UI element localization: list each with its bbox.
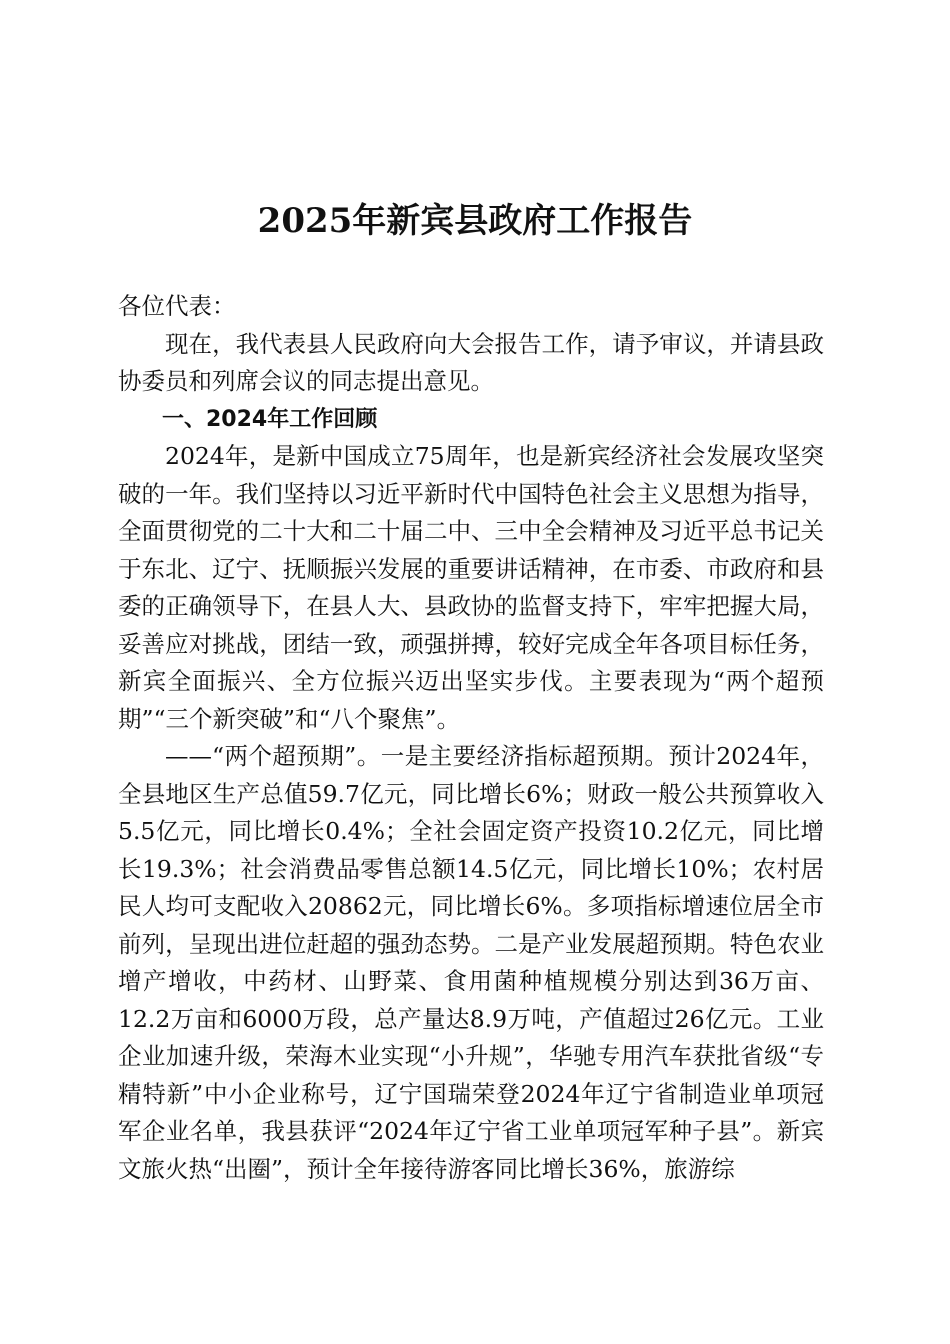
salutation: 各位代表：	[118, 292, 236, 320]
section-heading: 一、2024年工作回顾	[162, 406, 378, 432]
intro-paragraph: 现在，我代表县人民政府向大会报告工作，请予审议，并请县政协委员和列席会议的同志提出意见。	[118, 329, 824, 395]
body-paragraph-1: 2024年，是新中国成立75周年，也是新宾经济社会发展攻坚突破的一年。我们坚持以习近平新时代中国特色社会主义思想为指导，全面贯彻党的二十大和二十届二中、三中全会精神及习近平总书记关于东北、辽宁、抚顺振兴发展的重要讲话精神，在市委、市政府和县委的正确领导下，在县人大、县政协的监督支持下，牢牢把握大局，妥善应对挑战，团结一致，顽强拼搏，较好完成全年各项目标任务，新宾全面振兴、全方位振兴迈出坚实步伐。主要表现为“两个超预期”“三个新突破”和“八个聚焦”。	[118, 442, 824, 733]
document-title: 2025年新宾县政府工作报告	[257, 201, 693, 241]
document-body	[118, 288, 824, 1188]
body-paragraph-2: ——“两个超预期”。一是主要经济指标超预期。预计2024年，全县地区生产总值59.7亿元，同比增长6%；财政一般公共预算收入5.5亿元，同比增长0.4%；全社会固定资产投资10.2亿元，同比增长19.3%；社会消费品零售总额14.5亿元，同比增长10%；农村居民人均可支配收入20862元，同比增长6%。多项指标增速位居全市前列，呈现出进位赶超的强劲态势。二是产业发展超预期。特色农业增产增收，中药材、山野菜、食用菌种植规模分别达到36万亩、12.2万亩和6000万段，总产量达8.9万吨，产值超过26亿元。工业企业加速升级，荣海木业实现“小升规”，华驰专用汽车获批省级“专精特新”中小企业称号，辽宁国瑞荣登2024年辽宁省制造业单项冠军企业名单，我县获评“2024年辽宁省工业单项冠军种子县”。新宾文旅火热“出圈”，预计全年接待游客同比增长36%，旅游综	[118, 742, 824, 1183]
